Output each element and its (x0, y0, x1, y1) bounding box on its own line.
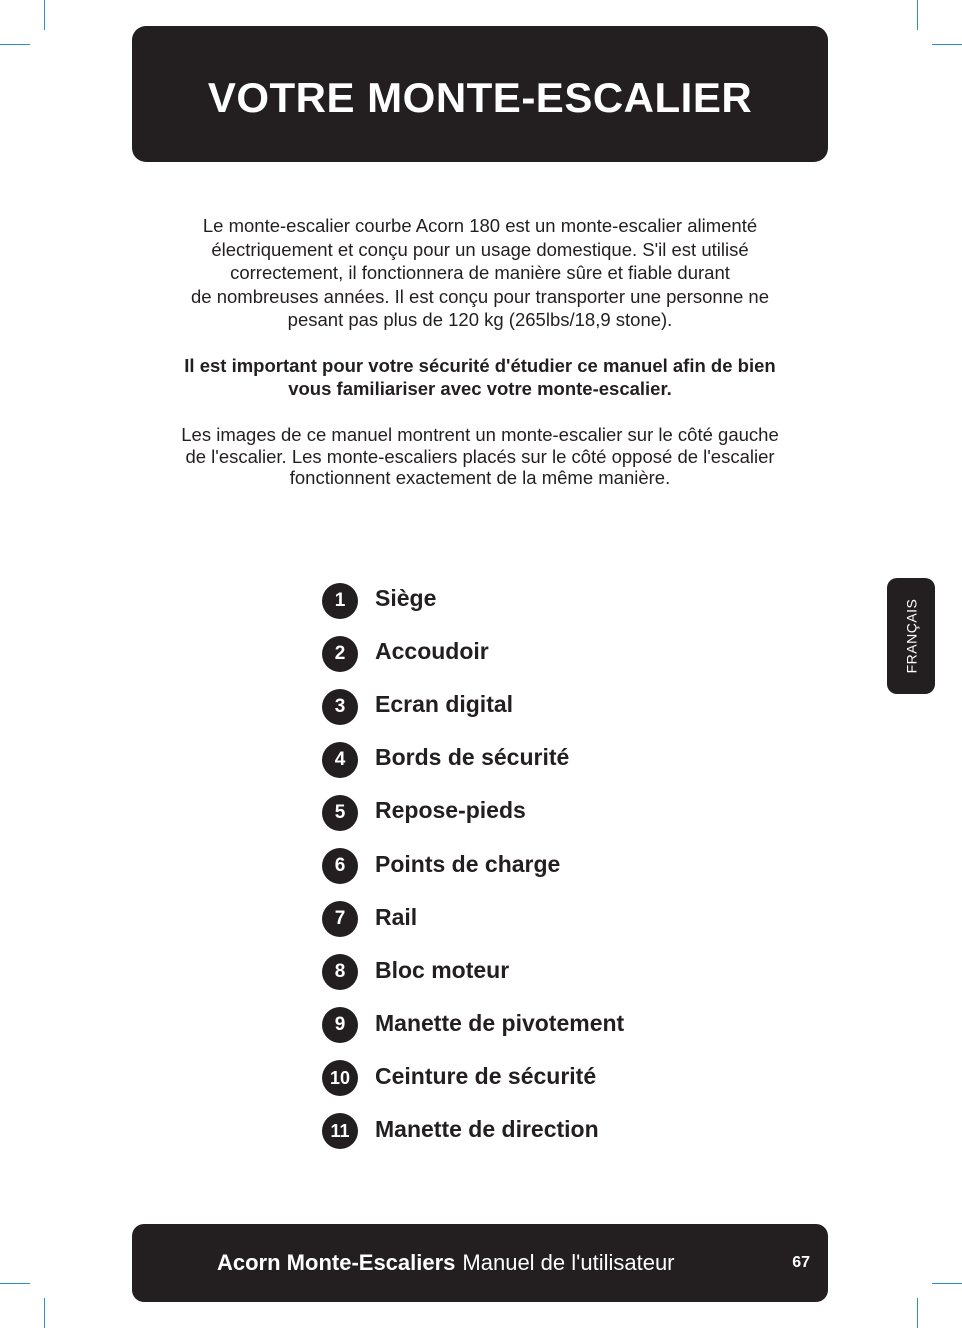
number-badge: 8 (322, 954, 358, 990)
note-line: fonctionnent exactement de la même manière. (289, 467, 671, 488)
list-item (322, 1103, 742, 1156)
crop-mark (917, 1298, 918, 1328)
intro-line: correctement, il fonctionnera de manière sûre et fiable durant (230, 262, 730, 283)
number-badge: 9 (322, 1007, 358, 1043)
list-item (322, 572, 742, 625)
number-badge: 3 (322, 689, 358, 725)
list-item (322, 1050, 742, 1103)
crop-mark (932, 44, 962, 45)
number-badge: 1 (322, 583, 358, 619)
list-item (322, 784, 742, 837)
number-badge: 7 (322, 901, 358, 937)
page-title: VOTRE MONTE-ESCALIER (207, 74, 753, 121)
part-label: Ceinture de sécurité (375, 1062, 597, 1089)
number-badge: 5 (322, 795, 358, 831)
list-item (322, 997, 742, 1050)
number-badge: 2 (322, 636, 358, 672)
part-label: Bords de sécurité (375, 744, 570, 771)
intro-text (132, 214, 828, 488)
part-label: Manette de pivotement (375, 1009, 625, 1036)
footer-bar (132, 1224, 828, 1302)
part-label: Bloc moteur (375, 956, 510, 983)
intro-line: Le monte-escalier courbe Acorn 180 est un monte-escalier alimenté (202, 215, 758, 236)
footer-title (217, 1224, 675, 1302)
number-badge: 6 (322, 848, 358, 884)
parts-list (322, 572, 742, 1156)
crop-mark (0, 1283, 30, 1284)
note-line: Les images de ce manuel montrent un monte-escalier sur le côté gauche (181, 423, 779, 445)
footer-brand: Acorn Monte-Escaliers (217, 1250, 456, 1275)
number-badge: 4 (322, 742, 358, 778)
part-label: Points de charge (375, 850, 561, 877)
title-banner (132, 26, 828, 162)
crop-mark (932, 1283, 962, 1284)
intro-line: électriquement et conçu pour un usage domestique. S'il est utilisé (211, 238, 749, 260)
part-label: Manette de direction (375, 1115, 599, 1142)
crop-mark (917, 0, 918, 30)
safety-line: vous familiariser avec votre monte-escalier. (288, 378, 672, 399)
language-label: FRANÇAIS (903, 598, 920, 674)
list-item (322, 678, 742, 731)
intro-paragraph (132, 214, 828, 332)
part-label: Rail (375, 903, 418, 930)
footer-subtitle: Manuel de l'utilisateur (462, 1250, 675, 1275)
list-item (322, 837, 742, 890)
safety-notice (132, 354, 828, 401)
crop-mark (44, 1298, 45, 1328)
crop-mark (44, 0, 45, 30)
part-label: Repose-pieds (375, 797, 526, 824)
note-line: de l'escalier. Les monte-escaliers placés sur le côté opposé de l'escalier (185, 446, 775, 467)
crop-mark (0, 44, 30, 45)
image-note-paragraph (132, 423, 828, 489)
part-label: Ecran digital (375, 691, 514, 718)
number-badge: 10 (322, 1060, 358, 1096)
safety-line: Il est important pour votre sécurité d'étudier ce manuel afin de bien (184, 354, 776, 376)
list-item (322, 944, 742, 997)
part-label: Siège (375, 585, 437, 612)
list-item (322, 625, 742, 678)
page-number: 67 (792, 1254, 810, 1271)
intro-line: pesant pas plus de 120 kg (265lbs/18,9 stone). (287, 309, 673, 330)
language-tab (887, 578, 935, 694)
list-item (322, 731, 742, 784)
part-label: Accoudoir (375, 638, 489, 665)
number-badge: 11 (322, 1113, 358, 1149)
intro-line: de nombreuses années. Il est conçu pour transporter une personne ne (191, 285, 769, 307)
list-item (322, 891, 742, 944)
